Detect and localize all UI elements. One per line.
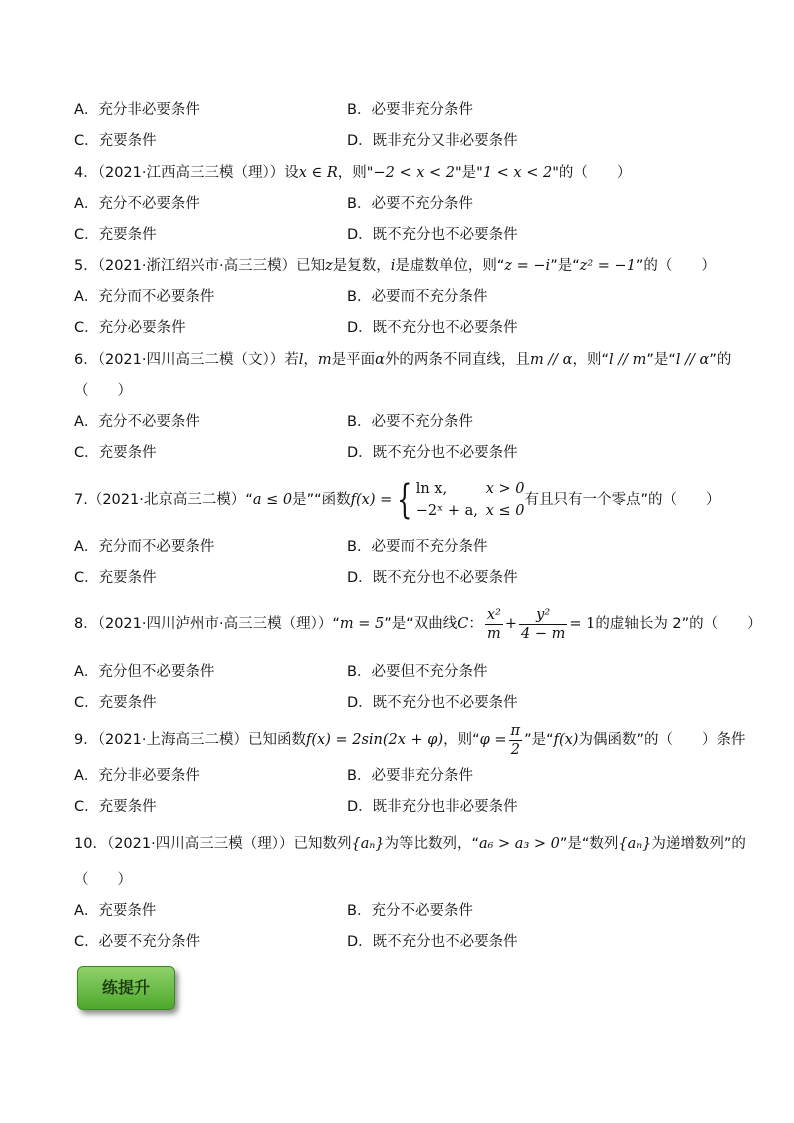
q5-option-d: D．既不充分也不必要条件 <box>347 320 518 336</box>
q6-option-b: B．必要不充分条件 <box>347 414 473 430</box>
q10-option-d: D．既不充分也不必要条件 <box>347 934 518 950</box>
q7-brace: { <box>397 477 413 523</box>
q3-option-d: D．既非充分又非必要条件 <box>347 133 518 149</box>
q5-stem: 5．（2021·浙江绍兴市·高三三模）已知z是复数，i是虚数单位，则“z = −i”是“z² = −1”的（ ） <box>74 258 716 274</box>
q9-option-b: B．必要非充分条件 <box>347 768 473 784</box>
q3-option-b: B．必要非充分条件 <box>347 102 473 118</box>
q10-stem: 10．（2021·四川高三三模（理））已知数列{aₙ}为等比数列，“a₆ > a₃ > 0”是“数列{aₙ}为递增数列”的 <box>74 836 746 852</box>
q8-option-a: A．充分但不必要条件 <box>74 664 215 680</box>
q7-option-b: B．必要而不充分条件 <box>347 539 488 555</box>
q10-option-a: A．充要条件 <box>74 903 157 919</box>
q8-fraction-y: $\frac{\text{y²}}{4 - m}$ <box>521 606 566 642</box>
q10-option-b: B．充分不必要条件 <box>347 903 473 919</box>
q3-option-c: C．充要条件 <box>74 133 157 149</box>
q8-option-d: D．既不充分也不必要条件 <box>347 695 518 711</box>
q4-option-d: D．既不充分也不必要条件 <box>347 227 518 243</box>
q8-fraction-x: $\frac{\text{x²}}{m}$ <box>486 606 501 642</box>
q7-stem: 7.（2021·北京高三二模）“a ≤ 0是”“函数f(x) = { ln x, x > 0 −2ˣ + a, x ≤ 0 有且只有一个零点”的（ ） <box>74 477 721 523</box>
practice-improve-button[interactable]: 练提升 <box>77 966 175 1010</box>
q7-option-c: C．充要条件 <box>74 570 157 586</box>
q10-option-c: C．必要不充分条件 <box>74 934 201 950</box>
q6-option-d: D．既不充分也不必要条件 <box>347 445 518 461</box>
q9-fraction-pi-over-2: $\frac{\pi}{2}$ <box>510 722 521 758</box>
q4-option-b: B．必要不充分条件 <box>347 196 473 212</box>
q3-option-a: A．充分非必要条件 <box>74 102 200 118</box>
q7-option-d: D．既不充分也不必要条件 <box>347 570 518 586</box>
q6-answer-paren: （ ） <box>74 383 132 399</box>
q10-answer-paren: （ ） <box>74 872 132 888</box>
q5-option-c: C．充分必要条件 <box>74 320 186 336</box>
q6-stem: 6．（2021·四川高三二模（文））若l，m是平面α外的两条不同直线，且m // α，则“l // m”是“l // α”的 <box>74 352 732 368</box>
q9-option-a: A．充分非必要条件 <box>74 768 200 784</box>
q4-option-a: A．充分不必要条件 <box>74 196 200 212</box>
q7-piecewise: ln x, x > 0 −2ˣ + a, x ≤ 0 <box>415 481 525 519</box>
q8-option-b: B．必要但不充分条件 <box>347 664 488 680</box>
q8-stem: 8．（2021·四川泸州市·高三三模（理））“m = 5”是“双曲线C： $\frac{\text{x²}}{m}$ + $\frac{\text{y²}}{4 - m}$ = 1的虚轴长为 2”的（ ） <box>74 606 762 642</box>
q8-option-c: C．充要条件 <box>74 695 157 711</box>
q9-option-c: C．充要条件 <box>74 799 157 815</box>
q4-option-c: C．充要条件 <box>74 227 157 243</box>
q5-option-a: A．充分而不必要条件 <box>74 289 215 305</box>
q4-stem: 4．（2021·江西高三三模（理））设x ∈ R，则"−2 < x < 2"是"1 < x < 2"的（ ） <box>74 165 632 181</box>
q6-option-c: C．充要条件 <box>74 445 157 461</box>
q5-option-b: B．必要而不充分条件 <box>347 289 488 305</box>
q9-stem: 9．（2021·上海高三二模）已知函数f(x) = 2sin(2x + φ)，则“φ = $\frac{\pi}{2}$ ”是“f(x)为偶函数”的（ ）条件 <box>74 722 746 758</box>
q9-option-d: D．既非充分也非必要条件 <box>347 799 518 815</box>
q7-option-a: A．充分而不必要条件 <box>74 539 215 555</box>
q6-option-a: A．充分不必要条件 <box>74 414 200 430</box>
